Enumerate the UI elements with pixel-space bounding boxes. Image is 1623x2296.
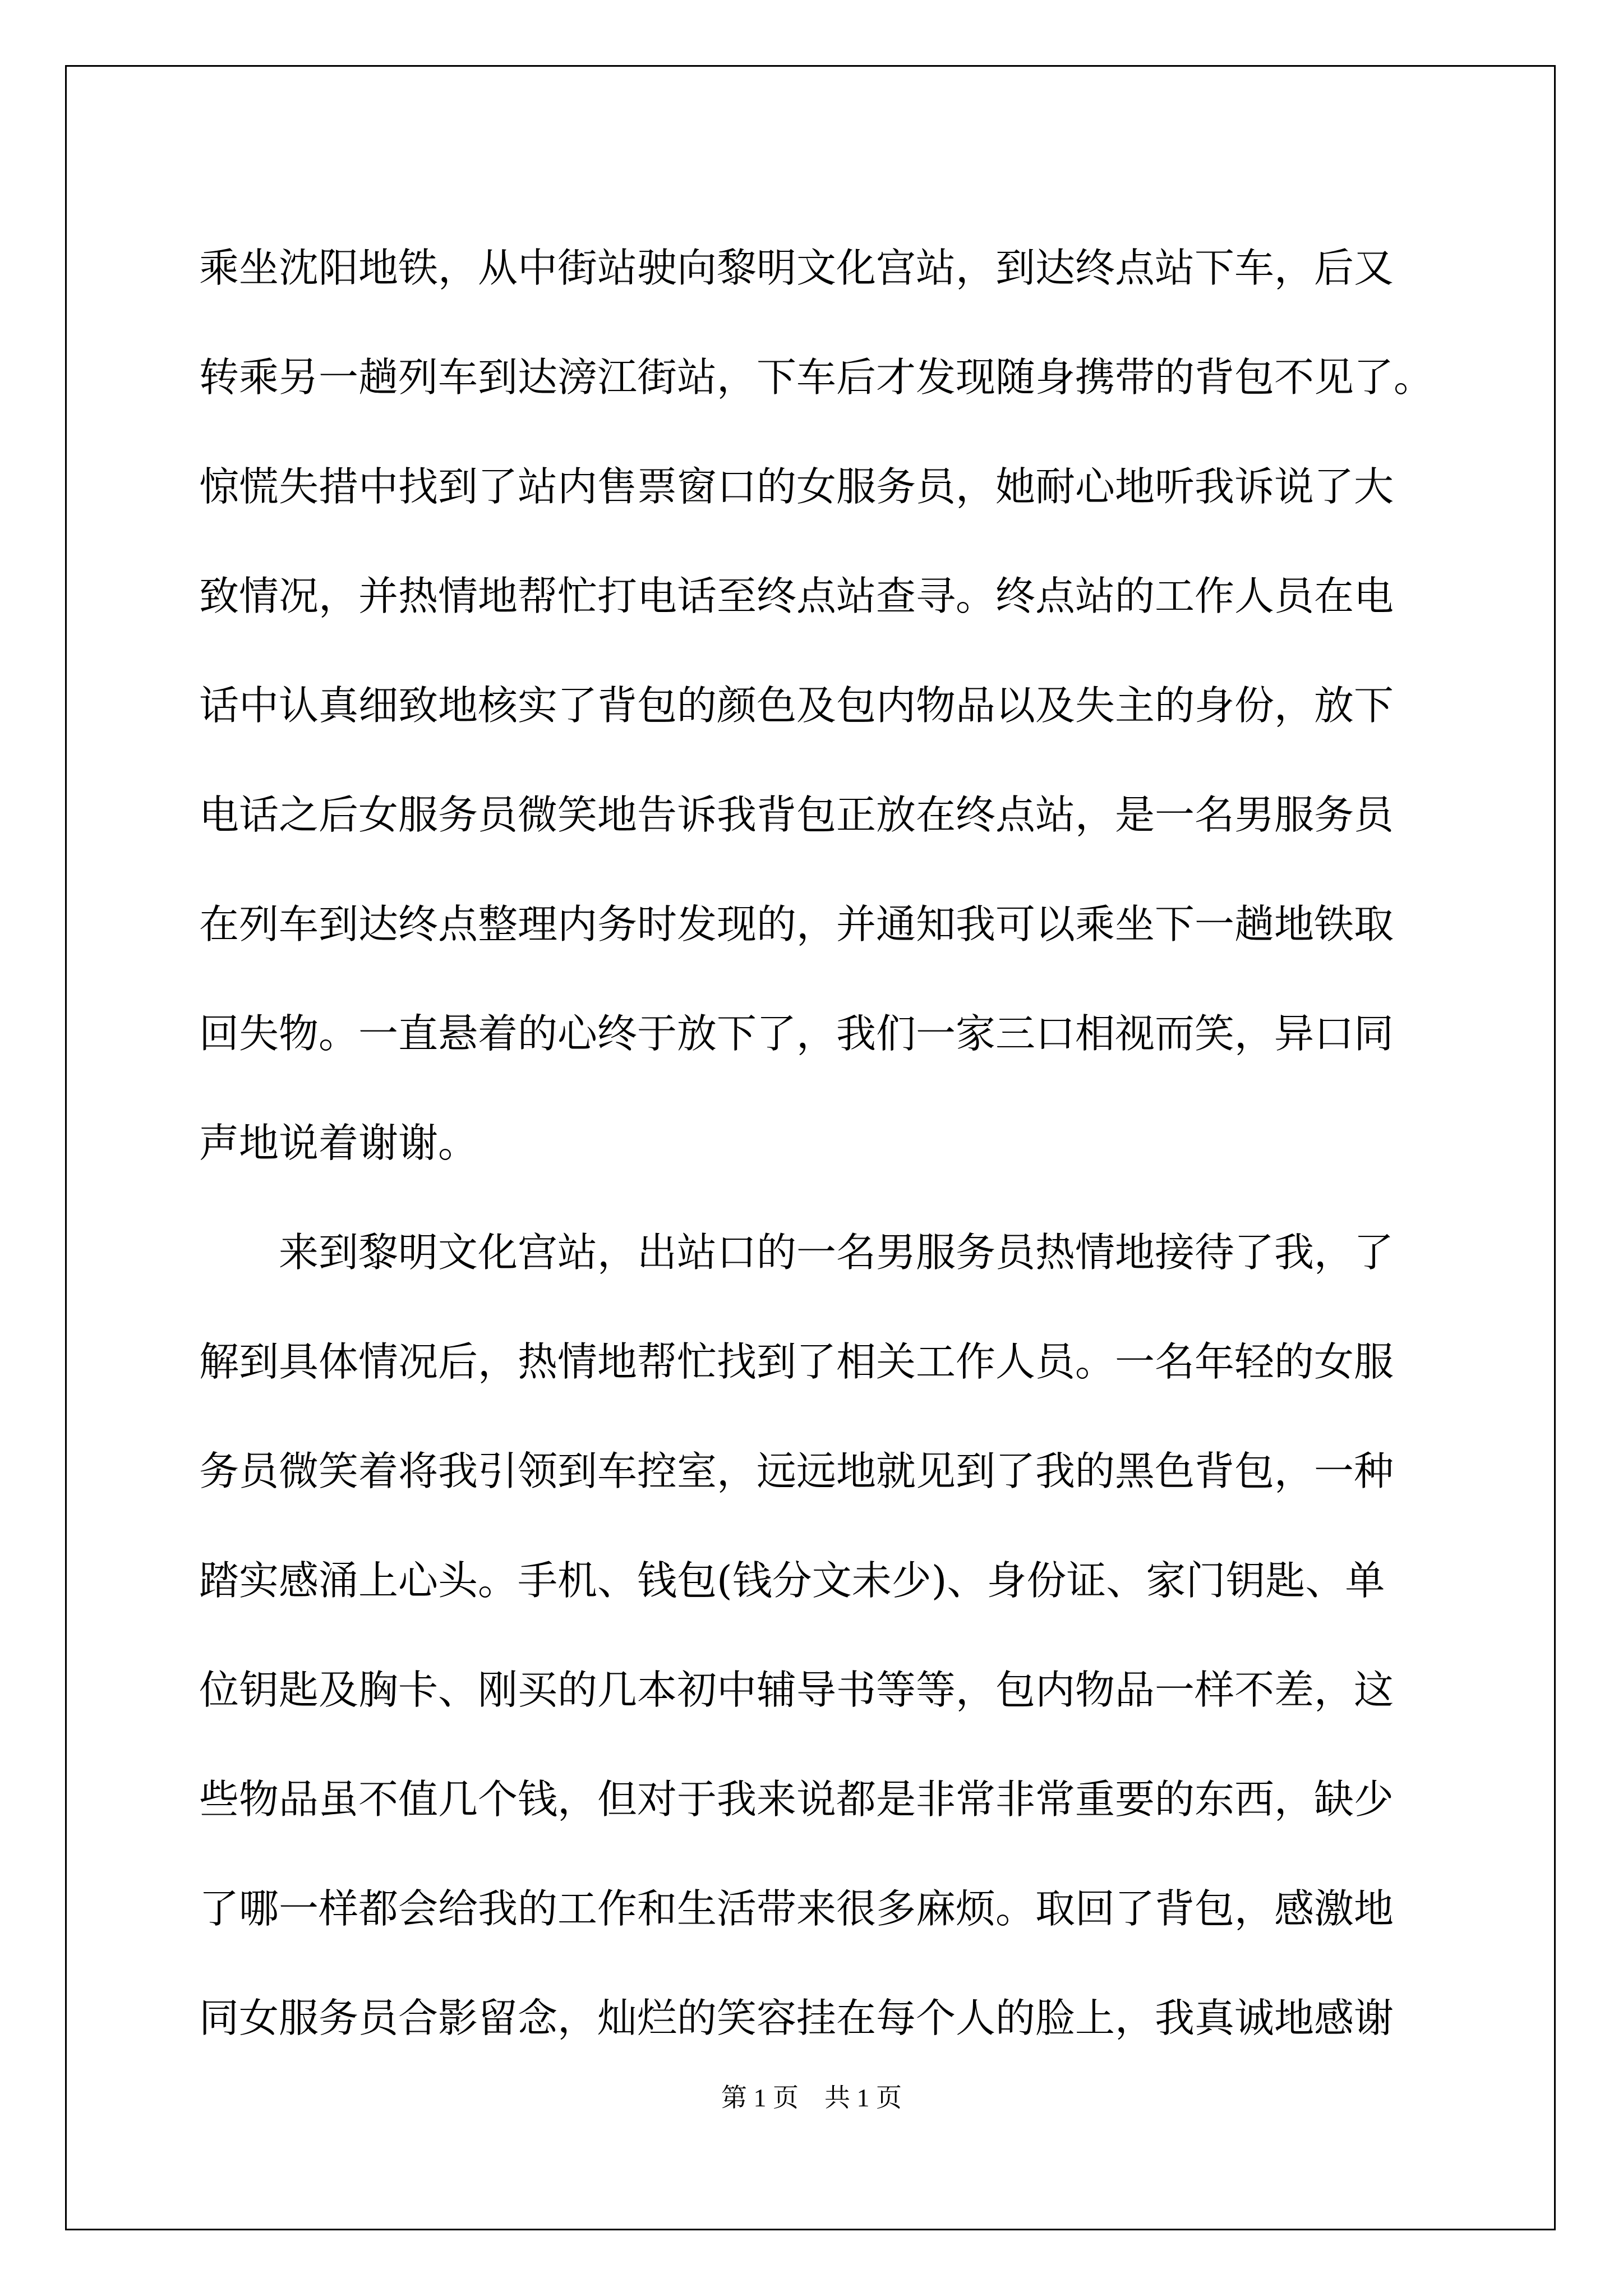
text-line: 惊慌失措中找到了站内售票窗口的女服务员，她耐心地听我诉说了大: [199, 463, 1394, 510]
text-line: 回失物。一直悬着的心终于放下了，我们一家三口相视而笑，异口同: [199, 1010, 1394, 1057]
text-line: 致情况，并热情地帮忙打电话至终点站查寻。终点站的工作人员在电: [199, 573, 1394, 619]
text-line: 在列车到达终点整理内务时发现的，并通知我可以乘坐下一趟地铁取: [199, 901, 1394, 947]
text-line: 乘坐沈阳地铁，从中街站驶向黎明文化宫站，到达终点站下车，后又: [199, 245, 1394, 291]
text-line: 声地说着谢谢。: [199, 1120, 478, 1166]
text-line: 电话之后女服务员微笑地告诉我背包正放在终点站，是一名男服务员: [199, 792, 1394, 838]
page-total: 共 1 页: [824, 2083, 902, 2112]
text-line: 位钥匙及胸卡、刚买的几本初中辅导书等等，包内物品一样不差，这: [199, 1667, 1394, 1713]
text-line: 务员微笑着将我引领到车控室，远远地就见到了我的黑色背包，一种: [199, 1448, 1394, 1494]
document-body: [199, 213, 1433, 2073]
paragraph-first-line: 来到黎明文化宫站，出站口的一名男服务员热情地接待了我，了: [279, 1229, 1394, 1276]
text-line: 转乘另一趟列车到达滂江街站，下车后才发现随身携带的背包不见了。: [199, 354, 1434, 401]
page-footer: [0, 2081, 1623, 2115]
text-line: 了哪一样都会给我的工作和生活带来很多麻烦。取回了背包，感激地: [199, 1885, 1394, 1932]
text-line: 同女服务员合影留念，灿烂的笑容挂在每个人的脸上，我真诚地感谢: [199, 1995, 1394, 2041]
text-line: 踏实感涌上心头。手机、钱包(钱分文未少)、身份证、家门钥匙、单: [199, 1557, 1385, 1604]
page-number: 第 1 页: [721, 2083, 799, 2112]
text-line: 些物品虽不值几个钱，但对于我来说都是非常非常重要的东西，缺少: [199, 1776, 1394, 1823]
text-line: 话中认真细致地核实了背包的颜色及包内物品以及失主的身份，放下: [199, 682, 1394, 729]
text-line: 解到具体情况后，热情地帮忙找到了相关工作人员。一名年轻的女服: [199, 1338, 1394, 1385]
